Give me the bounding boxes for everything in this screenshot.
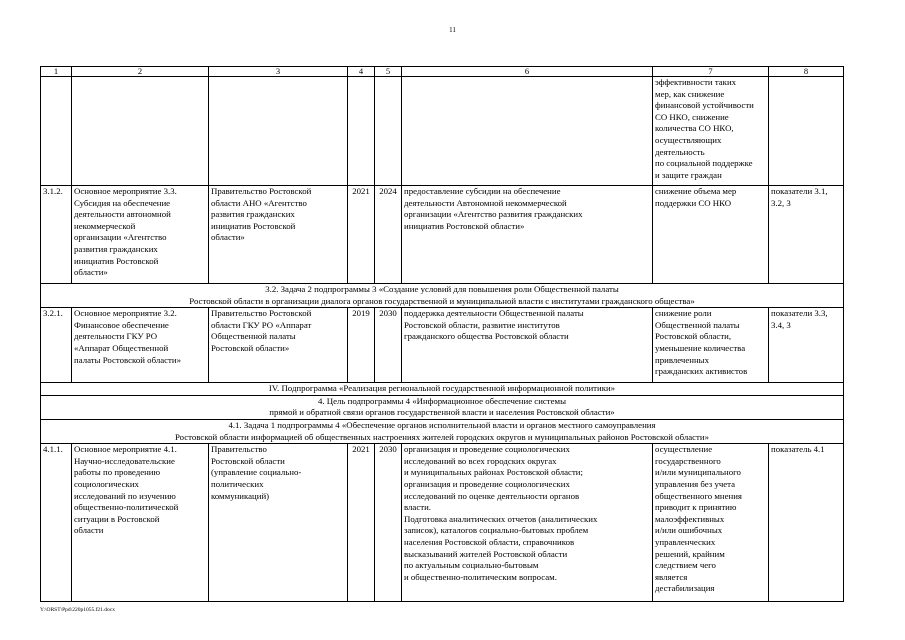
cont-cell: [72, 77, 209, 186]
measure-start-year: 2021: [348, 444, 375, 602]
measure-start-year: 2021: [348, 186, 375, 284]
col-number-2: 2: [72, 67, 209, 77]
measure-number: 3.1.2.: [41, 186, 72, 284]
cont-cell: [41, 77, 72, 186]
cont-consequence: эффективности таких мер, как снижение финансовой устойчивости СО НКО, снижение количества СО НКО, осуществляющих деятельность по социальной поддержке и защите граждан: [653, 77, 769, 186]
cont-cell: [209, 77, 348, 186]
measure-executor: Правительство Ростовской области (управление социально- политических коммуникаций): [209, 444, 348, 602]
col-number-8: 8: [769, 67, 844, 77]
measure-indicators: показатель 4.1: [769, 444, 844, 602]
cont-cell: [375, 77, 402, 186]
col-number-7: 7: [653, 67, 769, 77]
continuation-row: [41, 77, 844, 186]
measures-table: [40, 66, 844, 602]
table-row: [41, 444, 844, 602]
subprogram-heading-row: [41, 383, 844, 396]
measure-name: Основное мероприятие 3.2. Финансовое обеспечение деятельности ГКУ РО «Аппарат Общественной палаты Ростовской области»: [72, 308, 209, 383]
measure-number: 4.1.1.: [41, 444, 72, 602]
table-row: [41, 186, 844, 284]
measure-result: предоставление субсидии на обеспечение деятельности Автономной некоммерческой организации «Агентство развития гражданских инициатив Ростовской области»: [402, 186, 653, 284]
col-number-1: 1: [41, 67, 72, 77]
measure-end-year: 2030: [375, 308, 402, 383]
cont-cell: [402, 77, 653, 186]
measure-result: организация и проведение социологических исследований во всех городских округах и муниципальных районах Ростовской области; организация и проведение социологических исследований по оценке деятельности органов власти. Подготовка аналитических отчетов (аналитических записок), каталогов социально-бытовых проблем населения Ростовской области, справочников высказываний жителей Ростовской области по актуальным социально-бытовым и общественно-политическим вопросам.: [402, 444, 653, 602]
measure-indicators: показатели 3.1, 3.2, 3: [769, 186, 844, 284]
measure-end-year: 2030: [375, 444, 402, 602]
measure-consequence: осуществление государственного и/или муниципального управления без учета общественного мнения приводит к принятию малоэффективных и/или ошибочных управленческих решений, крайним следствием чего является дестабилизация: [653, 444, 769, 602]
page-number: 11: [449, 26, 456, 34]
measure-executor: Правительство Ростовской области ГКУ РО «Аппарат Общественной палаты Ростовской области»: [209, 308, 348, 383]
cont-cell: [769, 77, 844, 186]
col-number-5: 5: [375, 67, 402, 77]
subprogram-4-heading: IV. Подпрограмма «Реализация региональной государственной информационной политики»: [41, 383, 844, 396]
table-row: [41, 308, 844, 383]
measure-consequence: снижение объема мер поддержки СО НКО: [653, 186, 769, 284]
measure-number: 3.2.1.: [41, 308, 72, 383]
cont-cell: [348, 77, 375, 186]
file-path-footer: Y:\ORST\Ppd\220p1055.f21.docx: [40, 607, 115, 613]
task-heading-row: [41, 284, 844, 308]
measure-indicators: показатели 3.3, 3.4, 3: [769, 308, 844, 383]
task-4-1-heading: 4.1. Задача 1 подпрограммы 4 «Обеспечение органов исполнительной власти и органов местного самоуправления Ростовской области информацией об общественных настроениях жителей городских округов и муниципальных районов Ростовской области»: [41, 419, 844, 443]
measure-name: Основное мероприятие 3.3. Субсидия на обеспечение деятельности автономной некоммерческой организации «Агентство развития гражданских инициатив Ростовской области»: [72, 186, 209, 284]
column-numbers-row: [41, 67, 844, 77]
col-number-3: 3: [209, 67, 348, 77]
measure-result: поддержка деятельности Общественной палаты Ростовской области, развитие институтов гражданского общества Ростовской области: [402, 308, 653, 383]
task-heading-row: [41, 419, 844, 443]
goal-heading-row: [41, 395, 844, 419]
col-number-4: 4: [348, 67, 375, 77]
measure-name: Основное мероприятие 4.1. Научно-исследовательские работы по проведению социологических исследований по изучению общественно-политической ситуации в Ростовской области: [72, 444, 209, 602]
col-number-6: 6: [402, 67, 653, 77]
measure-start-year: 2019: [348, 308, 375, 383]
goal-4-heading: 4. Цель подпрограммы 4 «Информационное обеспечение системы прямой и обратной связи органов государственной власти и населения Ростовской области»: [41, 395, 844, 419]
measure-executor: Правительство Ростовской области АНО «Агентство развития гражданских инициатив Ростовской области»: [209, 186, 348, 284]
task-3-2-heading: 3.2. Задача 2 подпрограммы 3 «Создание условий для повышения роли Общественной палаты Ростовской области в организации диалога органов государственной и муниципальной власти с институтами гражданского общества»: [41, 284, 844, 308]
measure-end-year: 2024: [375, 186, 402, 284]
measure-consequence: снижение роли Общественной палаты Ростовской области, уменьшение количества привлеченных гражданских активистов: [653, 308, 769, 383]
